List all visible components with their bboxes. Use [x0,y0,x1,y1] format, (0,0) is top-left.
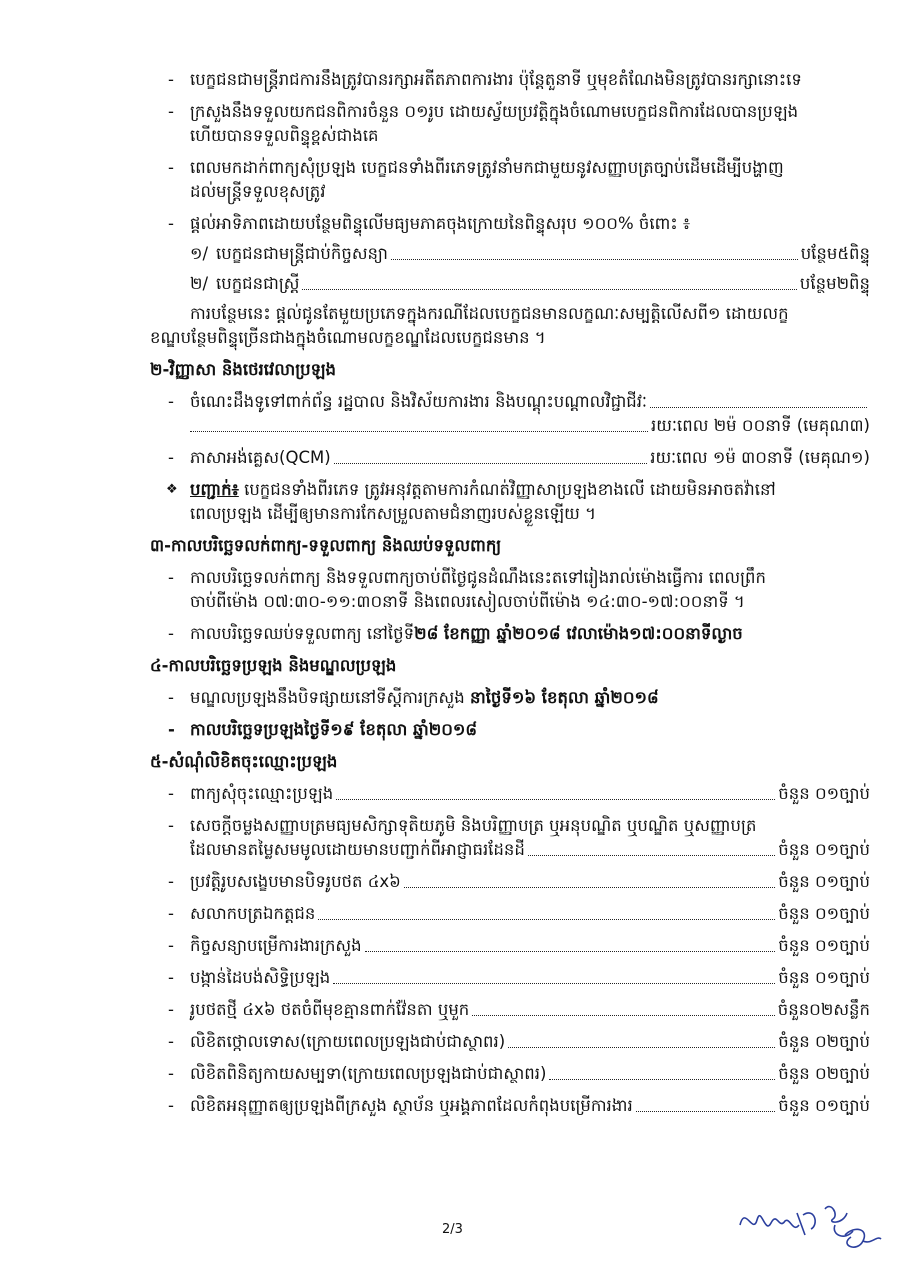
document-item: - សេចក្តីចម្លងសញ្ញាបត្រមធ្យមសិក្សាទុតិយភូមិ និងបរិញ្ញាបត្រ ឬអនុបណ្ឌិត ឬបណ្ឌិត ឬសញ្ញាបត្រ [150,814,870,838]
dot-leader [302,288,796,290]
subject-line-cont: រយៈពេល ២ម៉ ០០នាទី (មេគុណ៣) [150,414,870,438]
section-heading-5: ៥-សំណុំលិខិតចុះឈ្មោះប្រឡង [150,752,338,771]
section-heading-4: ៤-កាលបរិច្ឆេទប្រឡង និងមណ្ឌលប្រឡង [150,656,397,675]
page-number: 2/3 [442,1222,463,1237]
bullet-line: - ផ្តល់អាទិភាពដោយបន្ថែមពិន្ទុលើមធ្យមភាគចុងក្រោយនៃពិន្ទុសរុប ១០០% ចំពោះ ៖ [150,212,870,236]
bullet-line: - កាលបរិច្ឆេទលក់ពាក្យ និងទទួលពាក្យចាប់ពីថ្ងៃជូនដំណឹងនេះតទៅរៀងរាល់ម៉ោងធ្វើការ ពេលព្រឹក [150,566,870,590]
document-item-cont: ដែលមានតម្លៃសមមូលដោយមានបញ្ជាក់ពីអាជ្ញាធរដែនដី ចំនួន ០១ច្បាប់ [190,840,870,859]
dot-leader [636,1110,776,1112]
document-item: - លិខិតអនុញ្ញាតឲ្យប្រឡងពីក្រសួង ស្ថាប័ន ឬអង្គភាពដែលកំពុងបម្រើការងារ ចំនួន ០១ច្បាប់ [150,1094,870,1118]
dot-leader [365,950,776,952]
document-item: - ប្រវត្តិរូបសង្ខេបមានបិទរូបថត ៤x៦ ចំនួន ០១ច្បាប់ [150,870,870,894]
handwritten-signature [735,1195,885,1260]
dot-leader [508,1046,775,1048]
dot-leader [528,854,775,856]
document-item: - សលាកបត្រឯកត្តជន ចំនួន ០១ច្បាប់ [150,902,870,926]
bullet-line: - កាលបរិច្ឆេទឈប់ទទួលពាក្យ នៅថ្ងៃទី២៨ ខែកញ្ញា ឆ្នាំ២០១៨ វេលាម៉ោង១៧:០០នាទីល្ងាច [150,622,870,646]
note-line: ពេលប្រឡង ដើម្បីឲ្យមានការកែសម្រួលតាមជំនាញរបស់ខ្លួនឡើយ ។ [190,504,596,523]
bullet-line: - ពេលមកដាក់ពាក្យសុំប្រឡង បេក្ខជនទាំងពីរភេទត្រូវនាំមកជាមួយនូវសញ្ញាបត្រច្បាប់ដើមដើម្បីបង្ហាញ [150,156,870,180]
bullet-line: - មណ្ឌលប្រឡងនឹងបិទផ្សាយនៅទីស្តីការក្រសួង នាថ្ងៃទី១៦ ខែតុលា ឆ្នាំ២០១៨ [150,686,870,710]
bullet-line: - ក្រសួងនឹងទទួលយកជនពិការចំនួន ០១រូប ដោយស្វ័យប្រវត្តិក្នុងចំណោមបេក្ខជនពិការដែលបានប្រឡង [150,100,870,124]
dot-leader [549,1078,775,1080]
document-item: - កិច្ចសន្យាបម្រើការងារក្រសួង ចំនួន ០១ច្បាប់ [150,934,870,958]
document-item: - លិខិតថ្កោលទោស(ក្រោយពេលប្រឡងជាប់ជាស្ថាពរ) ចំនួន ០២ច្បាប់ [150,1030,870,1054]
continuation-line: ចាប់ពីម៉ោង ០៧:៣០-១១:៣០នាទី និងពេលរសៀលចាប់ពីម៉ោង ១៤:៣០-១៧:០០នាទី ។ [190,592,745,611]
diamond-bullet-icon: ❖ [166,482,178,497]
subject-line: - ចំណេះដឹងទូទៅពាក់ព័ន្ធ រដ្ឋបាល និងវិស័យការងារ និងបណ្តុះបណ្តាលវិជ្ជាជីវៈ [150,390,870,414]
priority-item: ២/ បេក្ខជនជាស្ត្រី បន្ថែម២ពិន្ទុ [190,274,870,293]
dot-leader [318,918,775,920]
dot-leader [333,982,775,984]
dot-leader [334,462,648,464]
subject-line: - ភាសាអង់គ្លេស(QCM) រយៈពេល ១ម៉ ៣០នាទី (មេគុណ១) [150,446,870,470]
document-body [150,60,870,1118]
continuation-line: ហើយបានទទួលពិន្ទុខ្ពស់ជាងគេ [190,126,379,145]
note-line: ការបន្ថែមនេះ ផ្តល់ជូនតែមួយប្រភេទក្នុងករណីដែលបេក្ខជនមានលក្ខណៈសម្បត្តិលើសពី១ ដោយលក្ខ [190,304,789,323]
note-line: ខណ្ឌបន្ថែមពិន្ទុច្រើនជាងក្នុងចំណោមលក្ខខណ្ឌដែលបេក្ខជនមាន ។ [150,328,546,347]
dot-leader [472,1014,774,1016]
dot-leader [190,430,648,432]
dot-leader [650,406,867,408]
document-item: - បង្កាន់ដៃបង់សិទ្ធិប្រឡង ចំនួន ០១ច្បាប់ [150,966,870,990]
priority-item: ១/ បេក្ខជនជាមន្ត្រីជាប់កិច្ចសន្យា បន្ថែម៥ពិន្ទុ [190,244,870,263]
section-heading-2: ២-វិញ្ញាសា និងថេរវេលាប្រឡង [150,360,336,379]
dot-leader [404,886,775,888]
section-heading-3: ៣-កាលបរិច្ឆេទលក់ពាក្យ-ទទួលពាក្យ និងឈប់ទទួលពាក្យ [150,536,502,555]
document-item: - លិខិតពិនិត្យកាយសម្បទា(ក្រោយពេលប្រឡងជាប់ជាស្ថាពរ) ចំនួន ០២ច្បាប់ [150,1062,870,1086]
dot-leader [336,798,775,800]
bullet-line: - កាលបរិច្ឆេទប្រឡងថ្ងៃទី១៩ ខែតុលា ឆ្នាំ២០១៨ [150,718,870,742]
document-item: - ពាក្យសុំចុះឈ្មោះប្រឡង ចំនួន ០១ច្បាប់ [150,782,870,806]
bullet-line: - បេក្ខជនជាមន្ត្រីរាជការនឹងត្រូវបានរក្សាអតីតភាពការងារ ប៉ុន្តែតួនាទី ឬមុខតំណែងមិនត្រូវបានរក្សានោះទេ [150,68,870,92]
document-item: - រូបថតថ្មី ៤x៦ ថតចំពីមុខគ្មានពាក់វ៉ែនតា ឬមួក ចំនួន០២សន្លឹក [150,998,870,1022]
note-paragraph: ❖ បញ្ជាក់៖ បេក្ខជនទាំងពីរភេទ ត្រូវអនុវត្តតាមការកំណត់វិញ្ញាសាប្រឡងខាងលើ ដោយមិនអាចតវ៉ានៅ [150,478,870,502]
dot-leader [391,258,798,260]
continuation-line: ដល់មន្ត្រីទទួលខុសត្រូវ [190,182,326,201]
